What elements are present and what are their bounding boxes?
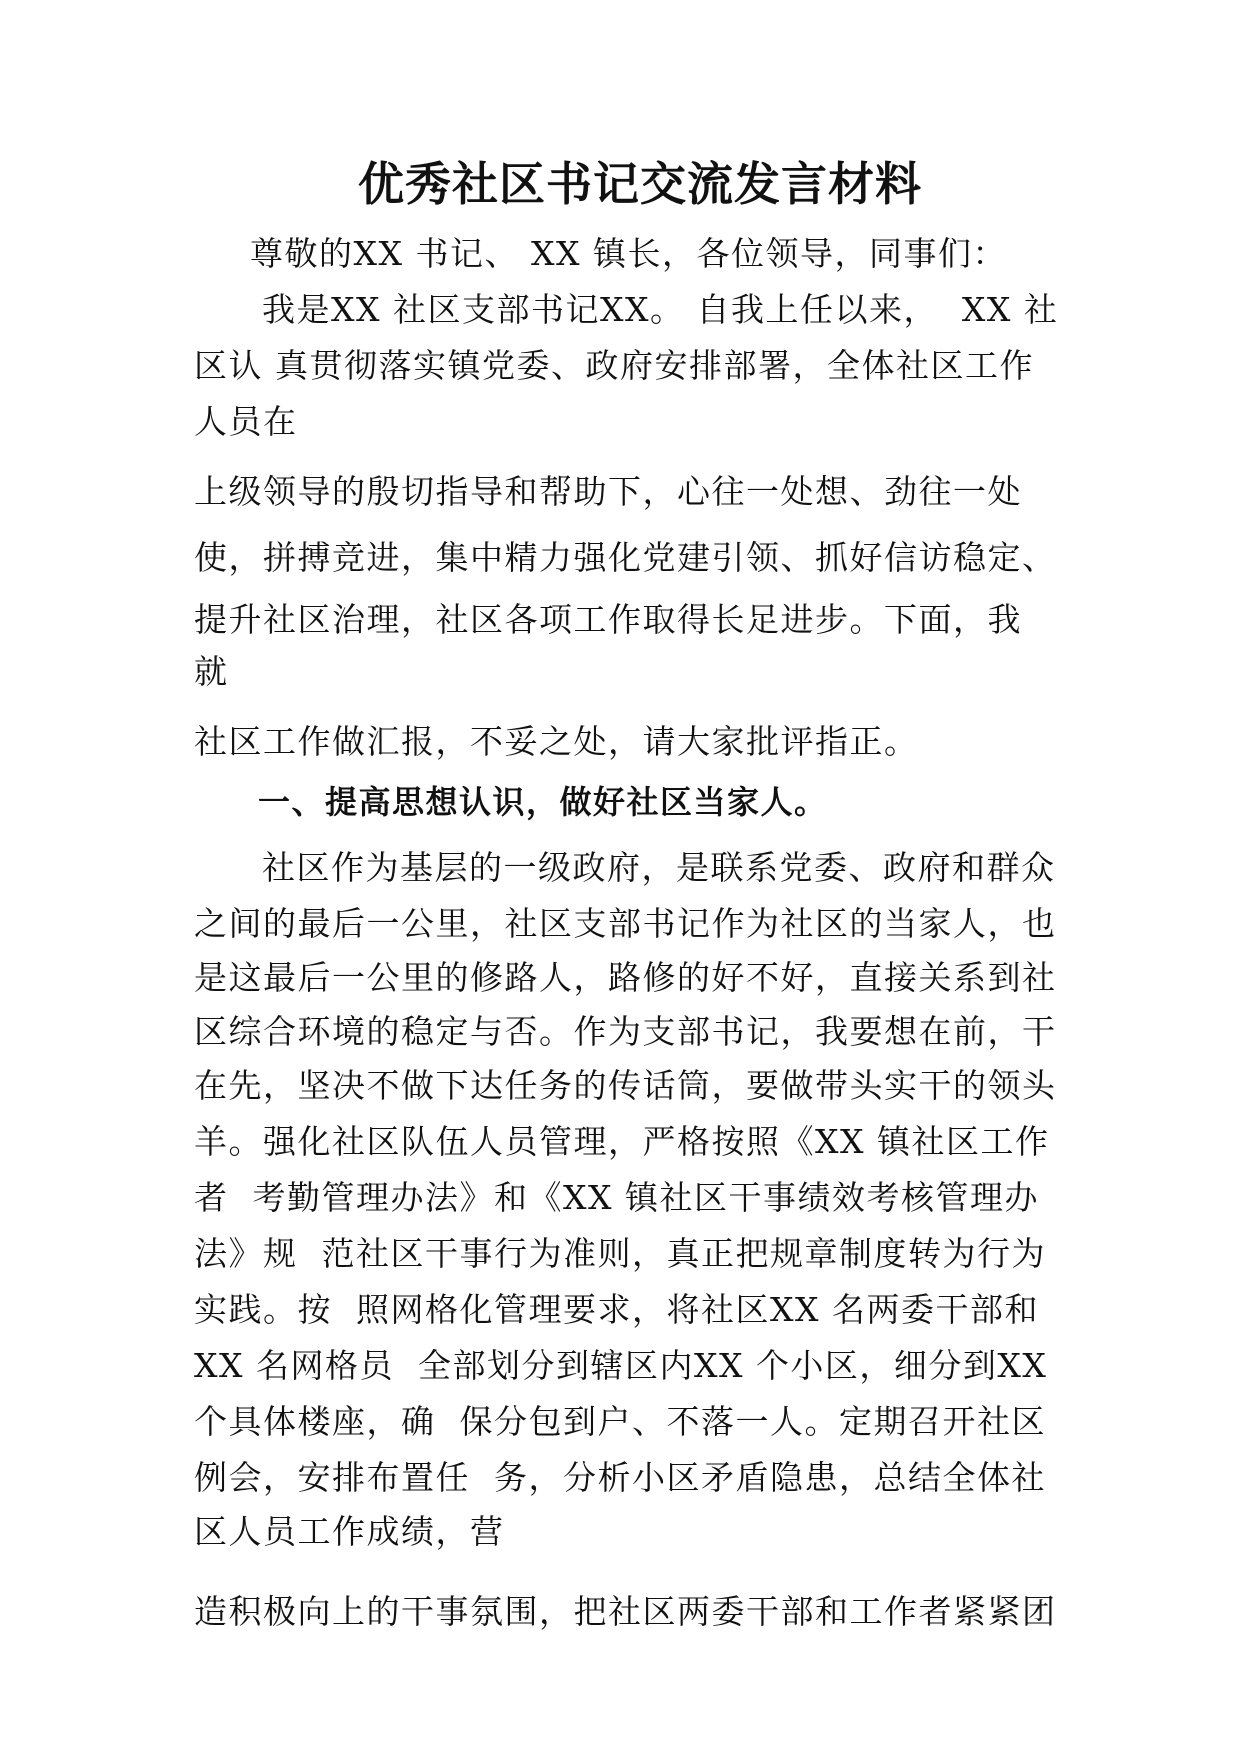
document-title: 优秀社区书记交流发言材料 xyxy=(358,157,922,211)
body-line: 社区工作做汇报，不妥之处，请大家批评指正。 xyxy=(194,722,919,761)
body-line: 个具体楼座，确 保分包到户、不落一人。定期召开社区 xyxy=(194,1402,1046,1441)
salutation-line: 尊敬的XX 书记、 XX 镇长，各位领导，同事们： xyxy=(250,234,1007,273)
body-line: 使，拼搏竞进，集中精力强化党建引领、抓好信访稳定、 xyxy=(194,538,1057,577)
body-line: 区综合环境的稳定与否。作为支部书记，我要想在前，干 xyxy=(194,1012,1057,1051)
body-line: 区人员工作成绩，营 xyxy=(194,1512,505,1551)
section-heading: 一、提高思想认识，做好社区当家人。 xyxy=(258,783,828,821)
body-line: 是这最后一公里的修路人，路修的好不好，直接关系到社 xyxy=(194,958,1057,997)
body-line: 区认 真贯彻落实镇党委、政府安排部署，全体社区工作 xyxy=(194,346,1034,385)
body-line: 者 考勤管理办法》和《XX 镇社区干事绩效考核管理办 xyxy=(194,1178,1039,1217)
body-line: 人员在 xyxy=(194,402,298,441)
body-line: 在先，坚决不做下达任务的传话筒，要做带头实干的领头 xyxy=(194,1066,1057,1105)
body-line: 提升社区治理，社区各项工作取得长足进步。下面，我 xyxy=(194,600,1022,639)
body-line: XX 名网格员 全部划分到辖区内XX 个小区，细分到XX xyxy=(194,1346,1048,1385)
body-line: 造积极向上的干事氛围，把社区两委干部和工作者紧紧团 xyxy=(194,1592,1057,1631)
body-line: 上级领导的殷切指导和帮助下，心往一处想、劲往一处 xyxy=(194,472,1022,511)
body-line: 法》规 范社区干事行为准则，真正把规章制度转为行为 xyxy=(194,1234,1046,1273)
body-line: 社区作为基层的一级政府，是联系党委、政府和群众 xyxy=(262,848,1056,887)
body-line: 例会，安排布置任 务，分析小区矛盾隐患，总结全体社 xyxy=(194,1458,1046,1497)
body-line: 之间的最后一公里，社区支部书记作为社区的当家人，也 xyxy=(194,904,1057,943)
body-line: 就 xyxy=(194,652,229,691)
body-line: 羊。强化社区队伍人员管理，严格按照《XX 镇社区工作 xyxy=(194,1122,1050,1161)
body-line: 实践。按 照网格化管理要求，将社区XX 名两委干部和 xyxy=(194,1290,1039,1329)
body-line: 我是XX 社区支部书记XX。 自我上任以来， XX 社 xyxy=(262,290,1059,329)
